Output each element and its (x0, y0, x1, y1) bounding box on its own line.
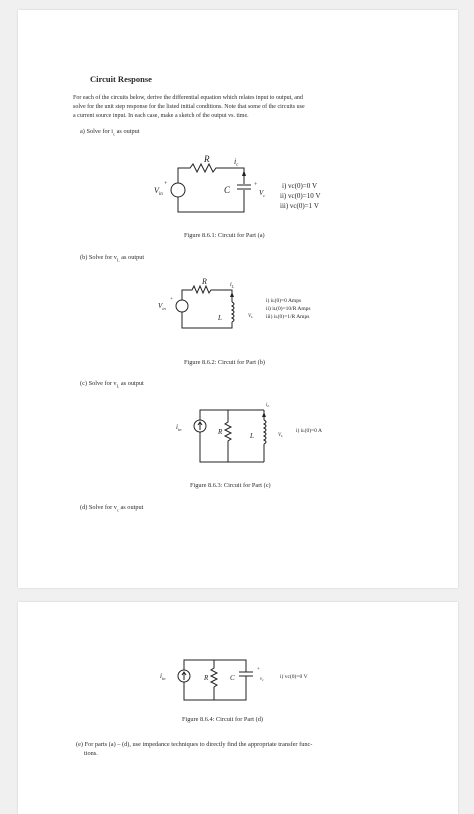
part-e-paragraph (76, 740, 416, 758)
svg-text:C: C (224, 185, 231, 195)
resistor-wire (178, 164, 244, 184)
part-b-heading: (b) Solve for $v_L$ as output (80, 254, 145, 263)
condition: iii) vс(0)=1 V (280, 202, 319, 210)
part-a-heading: a) Solve for $i_c$ as output (80, 128, 140, 137)
page-2 (18, 602, 458, 814)
svg-text:VL: $V_L$ (278, 433, 284, 438)
svg-text:iL: $i_L$ (266, 403, 270, 408)
section-title: Circuit Response (90, 74, 152, 84)
svg-text:iin: $i_{in}$ (160, 672, 166, 681)
inductor (264, 420, 266, 444)
svg-text:vc: $v_c$ (260, 677, 264, 682)
figure-caption: Figure 8.6.3: Circuit for Part (c) (190, 482, 271, 489)
svg-text:Vin: $V_{in}$ (154, 186, 163, 197)
svg-text:R: R (204, 674, 209, 682)
inductor (232, 302, 234, 322)
circuit-c (168, 396, 358, 476)
figure-caption: Figure 8.6.1: Circuit for Part (a) (184, 232, 265, 239)
part-e-line: tions. (84, 750, 98, 757)
condition: ii) iʟ(0)=10/R Amps (266, 306, 311, 312)
svg-text:+: + (254, 182, 258, 188)
svg-text:L: L (218, 314, 222, 322)
condition: iii) iʟ(0)=1/R Amps (266, 314, 310, 320)
resistor (211, 660, 217, 700)
svg-text:C: C (230, 674, 235, 682)
part-d-heading: (d) Solve for $v_c$ as output (80, 504, 144, 513)
svg-text:+: + (257, 667, 260, 672)
current-label: $i_c$ (234, 157, 239, 168)
circuit-b (154, 274, 354, 354)
figure-caption: Figure 8.6.2: Circuit for Part (b) (184, 359, 265, 366)
page-1 (18, 10, 458, 588)
condition: i) iʟ(0)=0 A (296, 428, 322, 434)
svg-text:Vin: $V_{in}$ (158, 302, 166, 311)
intro-line: a current source input. In each case, make a sketch of the output vs. time. (73, 113, 249, 119)
circuit-d (156, 650, 356, 710)
condition: i) vс(0)=0 V (280, 674, 308, 680)
circuit-a (148, 148, 348, 228)
svg-text:Vc: $V_c$ (259, 189, 266, 198)
svg-text:+: + (164, 181, 168, 187)
svg-text:R: R (202, 277, 207, 286)
intro-line: solve for the unit step response for the listed initial conditions. Note that some of the circuits use (73, 104, 305, 110)
svg-text:R: R (218, 428, 223, 436)
intro-paragraph (73, 94, 416, 121)
intro-line: For each of the circuits below, derive the differential equation which relates input to output, and (73, 95, 303, 101)
svg-text:VL: $V_L$ (248, 314, 254, 319)
figure-caption: Figure 8.6.4: Circuit for Part (d) (182, 716, 263, 723)
voltage-source (171, 183, 185, 197)
condition: i) iʟ(0)=0 Amps (266, 298, 302, 304)
part-c-heading: (c) Solve for $v_L$ as output (80, 380, 144, 389)
resistor-label: R (204, 154, 210, 164)
svg-text:iin: $i_{in}$ (176, 423, 182, 432)
svg-text:+: + (170, 297, 173, 302)
voltage-source (176, 300, 188, 312)
svg-text:L: L (250, 432, 254, 440)
resistor (225, 410, 231, 462)
part-e-line: (e) For parts (a) – (d), use impedance techniques to directly find the appropriate transfer func- (76, 741, 313, 748)
condition: i) vс(0)=0 V (282, 182, 318, 190)
svg-text:iL: $i_L$ (230, 282, 234, 289)
condition: ii) vс(0)=10 V (280, 192, 321, 200)
